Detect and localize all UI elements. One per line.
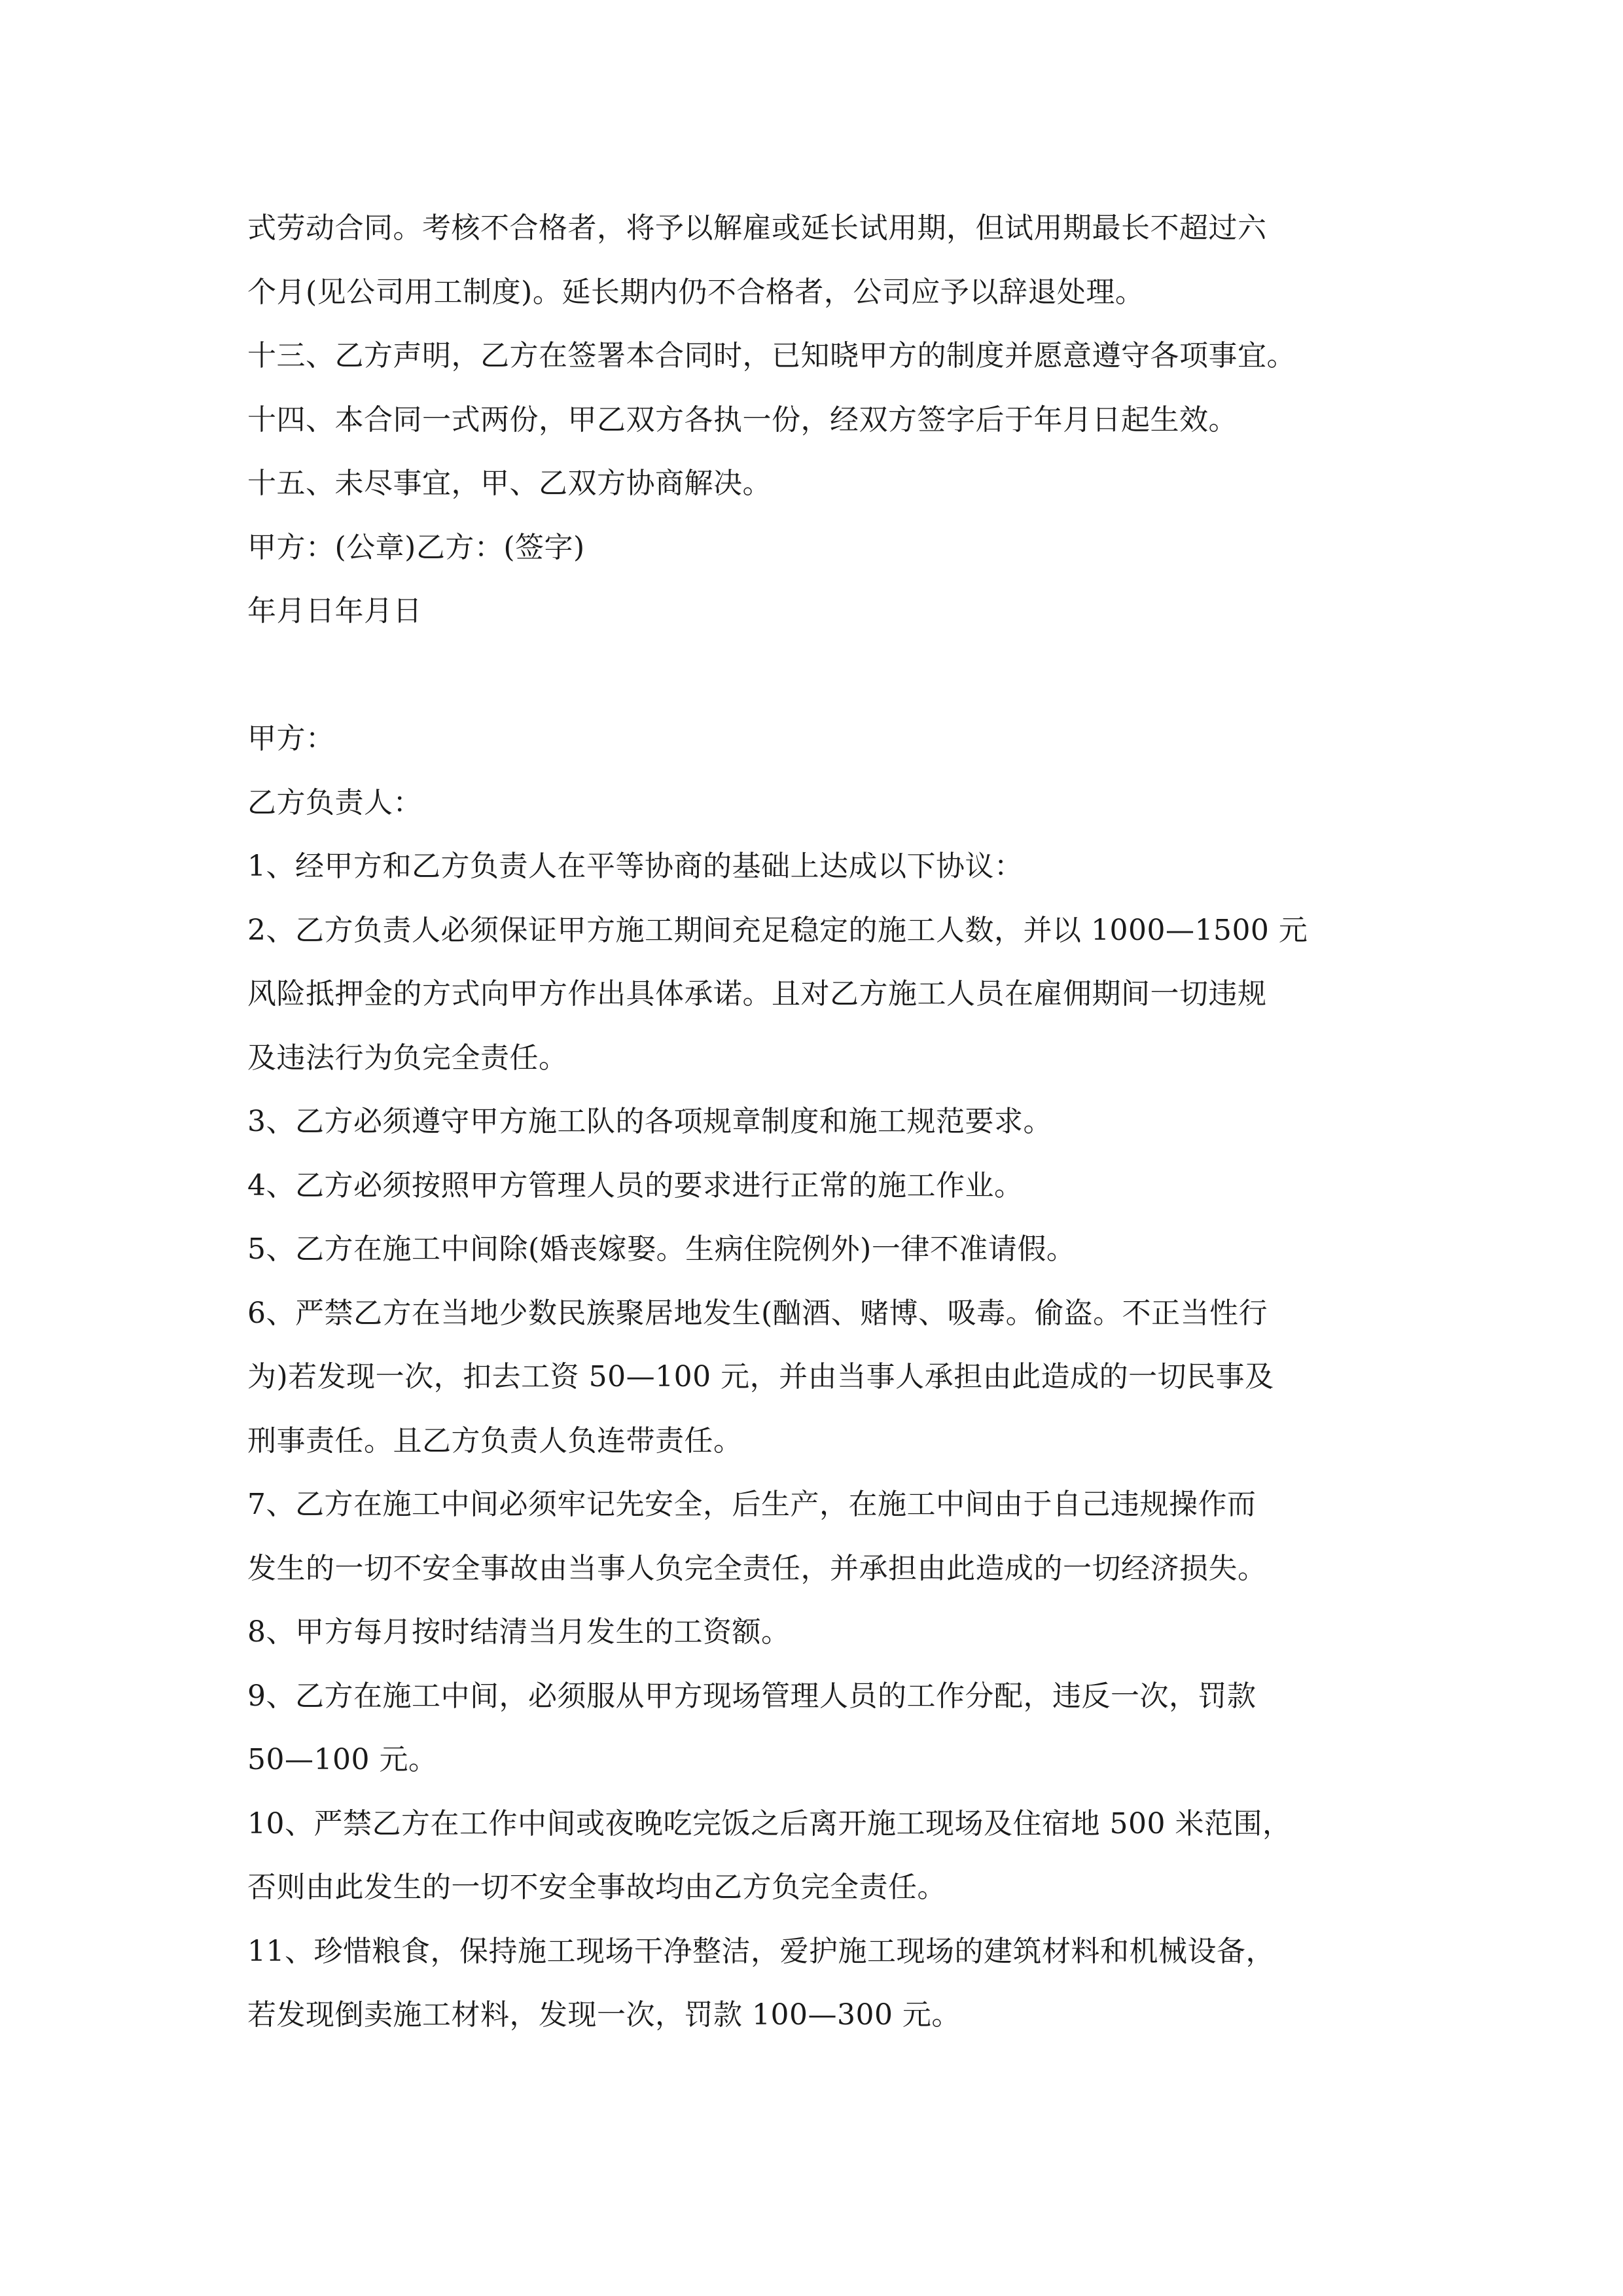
text-line: 式劳动合同。考核不合格者，将予以解雇或延长试用期，但试用期最长不超过六 xyxy=(247,211,1267,245)
party-b-label: 乙方负责人： xyxy=(247,785,422,819)
item-7-cont: 发生的一切不安全事故由当事人负完全责任，并承担由此造成的一切经济损失。 xyxy=(247,1551,1267,1585)
item-2-cont: 及违法行为负完全责任。 xyxy=(247,1041,568,1075)
item-2: 2、乙方负责人必须保证甲方施工期间充足稳定的施工人数，并以 1000—1500 元 xyxy=(247,913,1308,947)
item-11: 11、珍惜粮食，保持施工现场干净整洁，爱护施工现场的建筑材料和机械设备， xyxy=(247,1934,1275,1968)
item-6-cont: 刑事责任。且乙方负责人负连带责任。 xyxy=(247,1424,743,1458)
text-line: 个月(见公司用工制度)。延长期内仍不合格者，公司应予以辞退处理。 xyxy=(247,275,1145,309)
item-6-cont: 为)若发现一次，扣去工资 50—100 元，并由当事人承担由此造成的一切民事及 xyxy=(247,1360,1274,1393)
clause-13: 十三、乙方声明，乙方在签署本合同时，已知晓甲方的制度并愿意遵守各项事宜。 xyxy=(247,339,1296,372)
item-11-cont: 若发现倒卖施工材料，发现一次，罚款 100—300 元。 xyxy=(247,1998,961,2032)
clause-14: 十四、本合同一式两份，甲乙双方各执一份，经双方签字后于年月日起生效。 xyxy=(247,403,1238,437)
item-4: 4、乙方必须按照甲方管理人员的要求进行正常的施工作业。 xyxy=(247,1168,1024,1202)
item-8: 8、甲方每月按时结清当月发生的工资额。 xyxy=(247,1615,791,1649)
date-line: 年月日年月日 xyxy=(247,594,422,628)
section-spacer xyxy=(247,643,1399,708)
item-7: 7、乙方在施工中间必须牢记先安全，后生产，在施工中间由于自己违规操作而 xyxy=(247,1488,1257,1521)
signature-line: 甲方：(公章)乙方：(签字) xyxy=(247,530,585,564)
item-10-cont: 否则由此发生的一切不安全事故均由乙方负完全责任。 xyxy=(247,1871,946,1904)
item-3: 3、乙方必须遵守甲方施工队的各项规章制度和施工规范要求。 xyxy=(247,1105,1052,1138)
item-2-cont: 风险抵押金的方式向甲方作出具体承诺。且对乙方施工人员在雇佣期间一切违规 xyxy=(247,977,1267,1011)
item-9: 9、乙方在施工中间，必须服从甲方现场管理人员的工作分配，违反一次，罚款 xyxy=(247,1679,1257,1713)
document-body xyxy=(247,196,1399,2047)
clause-15: 十五、未尽事宜，甲、乙双方协商解决。 xyxy=(247,467,772,500)
item-6: 6、严禁乙方在当地少数民族聚居地发生(酗酒、赌博、吸毒。偷盗。不正当性行 xyxy=(247,1296,1268,1330)
item-9-cont: 50—100 元。 xyxy=(247,1743,438,1776)
item-1: 1、经甲方和乙方负责人在平等协商的基础上达成以下协议： xyxy=(247,850,1024,883)
party-a-label: 甲方： xyxy=(247,722,335,755)
item-10: 10、严禁乙方在工作中间或夜晚吃完饭之后离开施工现场及住宿地 500 米范围， xyxy=(247,1806,1292,1840)
item-5: 5、乙方在施工中间除(婚丧嫁娶。生病住院例外)一律不准请假。 xyxy=(247,1232,1076,1266)
